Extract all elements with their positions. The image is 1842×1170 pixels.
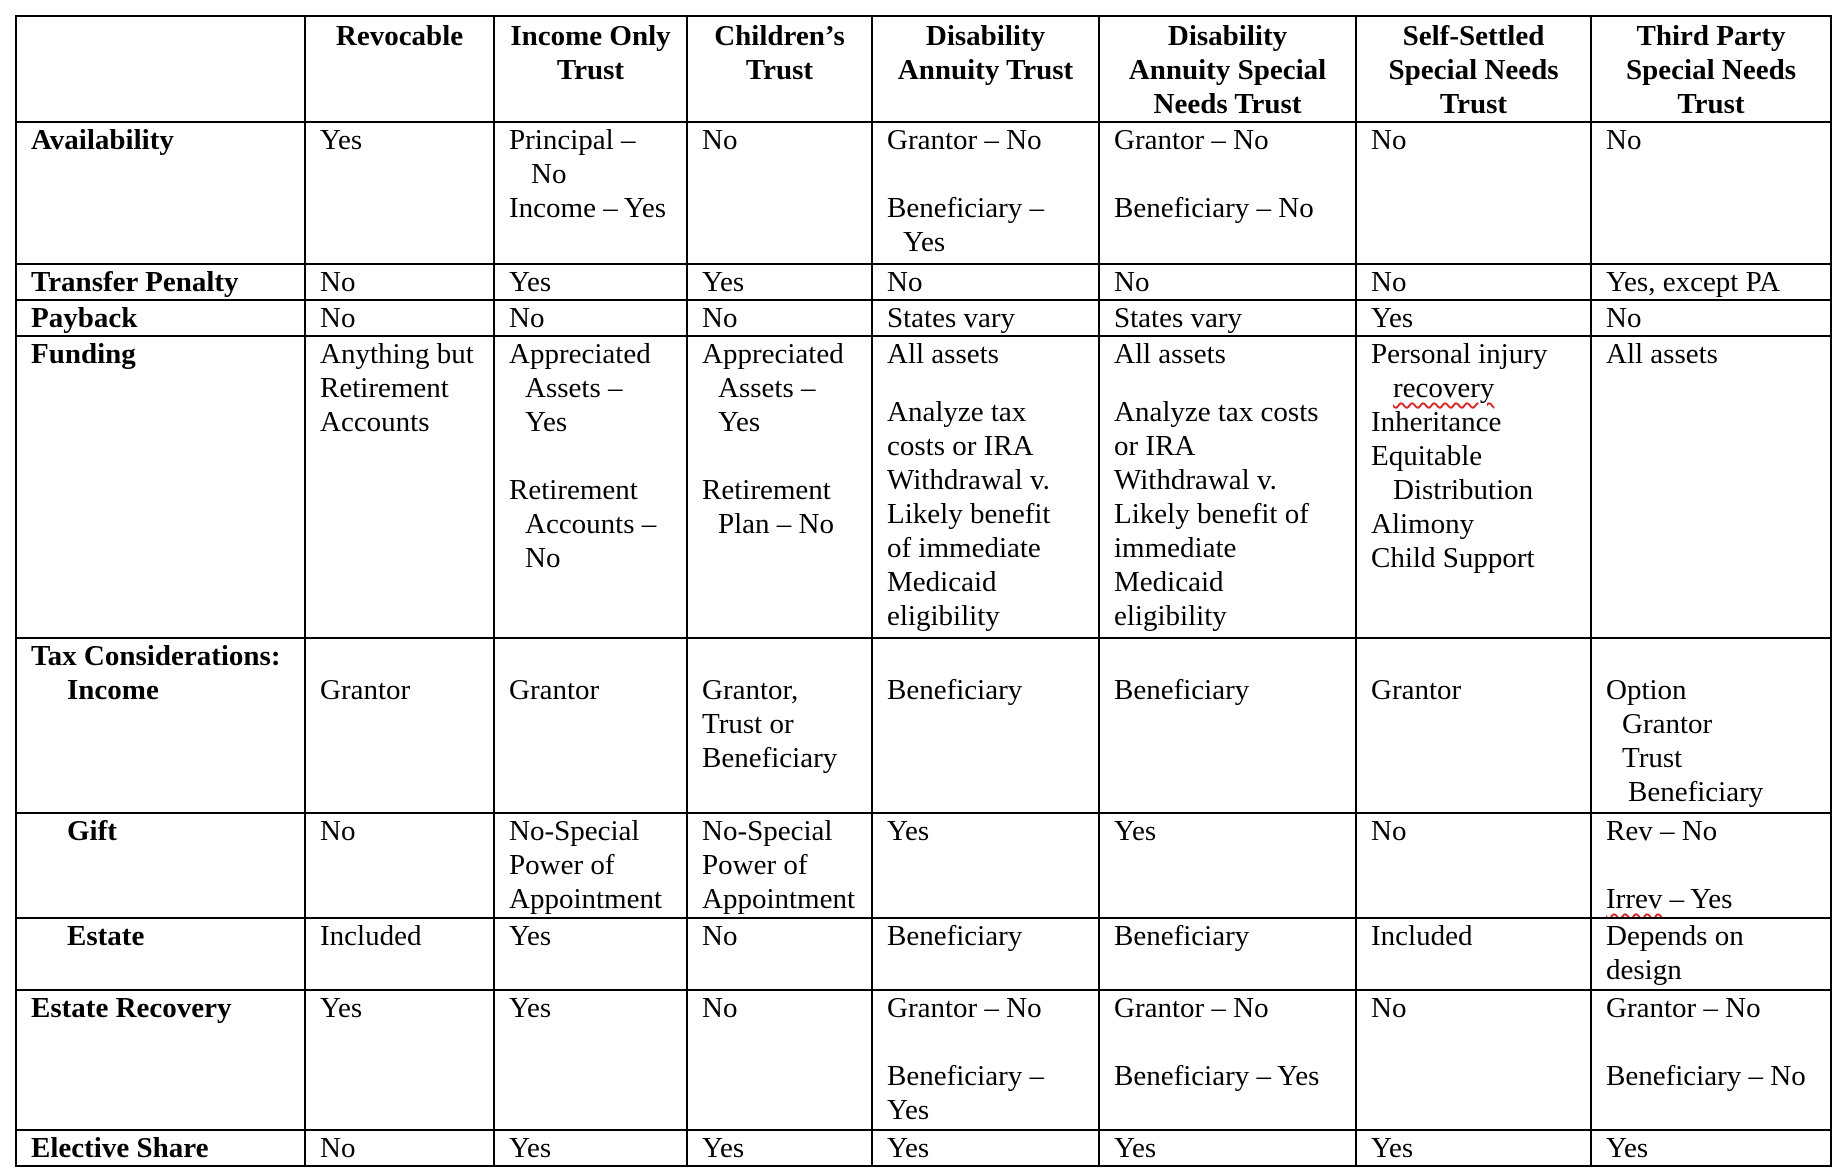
cell-spacer <box>1114 157 1349 191</box>
column-header-line: Revocable <box>335 20 464 52</box>
cell-payback: States vary <box>872 300 1099 336</box>
column-header-line: Special Needs <box>1388 54 1559 86</box>
cell-spacer <box>509 439 680 473</box>
column-header-line: Children’s <box>714 20 845 52</box>
cell-line: Depends on <box>1606 920 1744 952</box>
column-header-line: Trust <box>1439 88 1508 120</box>
cell-line: Grantor – No <box>887 124 1042 156</box>
cell-transfer-penalty: Yes, except PA <box>1591 264 1831 300</box>
cell-estate-childrens: No <box>687 918 872 990</box>
cell-line: Appointment <box>509 883 663 915</box>
cell-line: Grantor <box>320 674 411 706</box>
column-header-line: Self-Settled <box>1402 20 1545 52</box>
cell-funding-third-party: All assets <box>1591 336 1831 638</box>
cell-spacer <box>1114 639 1349 673</box>
cell-line <box>1606 882 1824 916</box>
cell-line: Trust or <box>702 708 794 740</box>
row-elective-share <box>16 1130 1831 1166</box>
column-header-line: Disability <box>925 20 1046 52</box>
cell-tax-income-income-only <box>494 638 687 813</box>
cell-payback: No <box>687 300 872 336</box>
cell-funding-self-settled <box>1356 336 1591 638</box>
cell-line: Yes <box>718 406 761 438</box>
column-header-self-settled-snt <box>1356 16 1591 122</box>
cell-line: eligibility <box>1114 600 1227 632</box>
row-tax-gift <box>16 813 1831 918</box>
column-header-income-only-trust <box>494 16 687 122</box>
cell-line: Yes <box>887 1094 930 1126</box>
cell-line: costs or IRA <box>887 430 1034 462</box>
cell-estate-disability-snt: Beneficiary <box>1099 918 1356 990</box>
row-label-estate: Estate <box>16 918 305 990</box>
cell-spacer <box>1606 1025 1824 1059</box>
cell-spacer <box>887 371 1092 395</box>
cell-transfer-penalty: No <box>1356 264 1591 300</box>
cell-line: Yes <box>903 226 946 258</box>
column-header-disability-annuity-trust <box>872 16 1099 122</box>
cell-line: Withdrawal v. <box>1114 464 1277 496</box>
cell-availability-disability <box>872 122 1099 264</box>
cell-elective-share: Yes <box>1099 1130 1356 1166</box>
cell-availability-revocable: Yes <box>305 122 494 264</box>
cell-line: Grantor <box>509 674 600 706</box>
cell-line: Equitable <box>1371 440 1483 472</box>
trust-comparison-table-wrapper <box>15 15 1832 1167</box>
cell-elective-share: Yes <box>1591 1130 1831 1166</box>
cell-payback: No <box>305 300 494 336</box>
cell-funding-income-only <box>494 336 687 638</box>
cell-line: Alimony <box>1371 508 1475 540</box>
cell-line: Beneficiary <box>887 674 1023 706</box>
cell-transfer-penalty: Yes <box>687 264 872 300</box>
cell-line: Beneficiary – <box>887 192 1045 224</box>
cell-funding-disability-snt <box>1099 336 1356 638</box>
cell-transfer-penalty: No <box>872 264 1099 300</box>
cell-line: Likely benefit <box>887 498 1051 530</box>
cell-line: Assets – <box>525 372 623 404</box>
cell-line: Option <box>1606 674 1687 706</box>
cell-gift-disability-snt: Yes <box>1099 813 1356 918</box>
column-header-line: Trust <box>556 54 625 86</box>
column-header-disability-annuity-snt <box>1099 16 1356 122</box>
cell-estate-self-settled: Included <box>1356 918 1591 990</box>
cell-estate-recovery-third-party <box>1591 990 1831 1130</box>
row-label-income: Income <box>67 674 159 706</box>
cell-spacer <box>1114 371 1349 395</box>
cell-tax-income-third-party <box>1591 638 1831 813</box>
row-availability <box>16 122 1831 264</box>
cell-line: All assets <box>887 338 999 370</box>
cell-estate-recovery-income-only: Yes <box>494 990 687 1130</box>
cell-line: Inheritance <box>1371 406 1502 438</box>
cell-line: Grantor – No <box>1114 992 1269 1024</box>
cell-line: Beneficiary – <box>887 1060 1045 1092</box>
column-header-revocable <box>305 16 494 122</box>
cell-line: Withdrawal v. <box>887 464 1050 496</box>
row-tax-income <box>16 638 1831 813</box>
cell-gift-disability: Yes <box>872 813 1099 918</box>
cell-estate-recovery-disability <box>872 990 1099 1130</box>
cell-line: Appreciated <box>509 338 651 370</box>
cell-estate-revocable: Included <box>305 918 494 990</box>
cell-availability-third-party: No <box>1591 122 1831 264</box>
cell-line: Beneficiary – No <box>1114 192 1314 224</box>
cell-line: Yes <box>525 406 568 438</box>
cell-text: – Yes <box>1662 883 1733 915</box>
column-header-line: Annuity Special <box>1128 54 1327 86</box>
cell-line: Assets – <box>718 372 816 404</box>
row-label-tax-considerations: Tax Considerations: <box>31 640 281 672</box>
cell-tax-income-disability-snt <box>1099 638 1356 813</box>
cell-line: design <box>1606 954 1682 986</box>
cell-line: Anything but <box>320 338 474 370</box>
trust-comparison-table <box>15 15 1832 1167</box>
row-label-tax-income <box>16 638 305 813</box>
cell-line: Analyze tax <box>887 396 1027 428</box>
cell-line: No-Special <box>509 815 640 847</box>
row-funding <box>16 336 1831 638</box>
row-label-funding: Funding <box>16 336 305 638</box>
cell-line: Beneficiary <box>1628 776 1764 808</box>
cell-elective-share: Yes <box>687 1130 872 1166</box>
header-corner-cell <box>16 16 305 122</box>
cell-tax-income-revocable <box>305 638 494 813</box>
cell-line: Distribution <box>1393 474 1534 506</box>
cell-spacer <box>320 639 487 673</box>
cell-gift-third-party <box>1591 813 1831 918</box>
row-label-payback: Payback <box>16 300 305 336</box>
cell-line: of immediate <box>887 532 1041 564</box>
row-label-estate-recovery: Estate Recovery <box>16 990 305 1130</box>
cell-line: No <box>525 542 561 574</box>
cell-line: Child Support <box>1371 542 1535 574</box>
cell-spacer <box>887 639 1092 673</box>
cell-tax-income-self-settled <box>1356 638 1591 813</box>
cell-spacer <box>702 439 865 473</box>
cell-spacer <box>1606 848 1824 882</box>
cell-gift-childrens <box>687 813 872 918</box>
cell-gift-self-settled: No <box>1356 813 1591 918</box>
cell-availability-self-settled: No <box>1356 122 1591 264</box>
cell-line: Retirement <box>320 372 449 404</box>
cell-line: Retirement <box>509 474 638 506</box>
cell-availability-childrens: No <box>687 122 872 264</box>
row-label-transfer-penalty: Transfer Penalty <box>16 264 305 300</box>
cell-tax-income-disability <box>872 638 1099 813</box>
cell-line <box>1371 371 1584 405</box>
cell-line: Grantor – No <box>1606 992 1761 1024</box>
cell-elective-share: Yes <box>872 1130 1099 1166</box>
cell-availability-disability-snt <box>1099 122 1356 264</box>
cell-funding-revocable <box>305 336 494 638</box>
cell-estate-recovery-revocable: Yes <box>305 990 494 1130</box>
cell-spacer <box>1371 639 1584 673</box>
cell-spacer <box>702 639 865 673</box>
cell-line: Appreciated <box>702 338 844 370</box>
cell-line: Accounts <box>320 406 430 438</box>
cell-line: Power of <box>509 849 615 881</box>
cell-gift-revocable: No <box>305 813 494 918</box>
column-header-line: Trust <box>745 54 814 86</box>
cell-estate-recovery-childrens: No <box>687 990 872 1130</box>
cell-elective-share: No <box>305 1130 494 1166</box>
spellcheck-underlined-word: recovery <box>1393 372 1495 404</box>
cell-line: All assets <box>1114 338 1226 370</box>
cell-payback: Yes <box>1356 300 1591 336</box>
cell-line: Principal – <box>509 124 636 156</box>
cell-line: Grantor – No <box>887 992 1042 1024</box>
cell-transfer-penalty: No <box>305 264 494 300</box>
cell-spacer <box>1606 639 1824 673</box>
cell-line: Rev – No <box>1606 815 1718 847</box>
cell-line: Grantor <box>1371 674 1462 706</box>
cell-line: Likely benefit of <box>1114 498 1309 530</box>
cell-estate-recovery-disability-snt <box>1099 990 1356 1130</box>
column-header-line: Trust <box>1677 88 1745 120</box>
cell-gift-income-only <box>494 813 687 918</box>
cell-line: Beneficiary <box>1114 674 1250 706</box>
cell-line: No-Special <box>702 815 833 847</box>
cell-line: Appointment <box>702 883 856 915</box>
cell-transfer-penalty: Yes <box>494 264 687 300</box>
cell-payback: No <box>494 300 687 336</box>
cell-spacer <box>887 157 1092 191</box>
cell-line: Grantor, <box>702 674 799 706</box>
column-header-line: Special Needs <box>1626 54 1796 86</box>
cell-elective-share: Yes <box>1356 1130 1591 1166</box>
cell-spacer <box>509 639 680 673</box>
cell-line: Income – Yes <box>509 192 667 224</box>
cell-elective-share: Yes <box>494 1130 687 1166</box>
cell-line: Grantor <box>1622 708 1713 740</box>
cell-line: Grantor – No <box>1114 124 1269 156</box>
row-transfer-penalty <box>16 264 1831 300</box>
cell-availability-income-only <box>494 122 687 264</box>
cell-line: No <box>531 158 567 190</box>
row-payback <box>16 300 1831 336</box>
column-header-third-party-snt <box>1591 16 1831 122</box>
cell-line: Personal injury <box>1371 338 1548 370</box>
column-header-line: Needs Trust <box>1153 88 1302 120</box>
cell-line: Power of <box>702 849 808 881</box>
cell-line: Trust <box>1622 742 1683 774</box>
cell-funding-disability <box>872 336 1099 638</box>
cell-line: Analyze tax costs <box>1114 396 1319 428</box>
cell-line: Beneficiary – Yes <box>1114 1060 1320 1092</box>
cell-line: Medicaid <box>1114 566 1224 598</box>
cell-spacer <box>1114 1025 1349 1059</box>
cell-line: Medicaid <box>887 566 997 598</box>
column-header-line: Annuity Trust <box>897 54 1074 86</box>
column-header-line: Income Only <box>510 20 671 52</box>
spellcheck-underlined-word: Irrev <box>1606 883 1663 915</box>
cell-estate-third-party <box>1591 918 1831 990</box>
cell-line: Beneficiary – No <box>1606 1060 1806 1092</box>
cell-line: Beneficiary <box>702 742 838 774</box>
cell-line: eligibility <box>887 600 1000 632</box>
row-label-availability: Availability <box>16 122 305 264</box>
column-header-line: Disability <box>1167 20 1288 52</box>
row-label-gift: Gift <box>16 813 305 918</box>
cell-payback: States vary <box>1099 300 1356 336</box>
cell-line: Plan – No <box>718 508 834 540</box>
column-header-childrens-trust <box>687 16 872 122</box>
cell-line: immediate <box>1114 532 1237 564</box>
cell-estate-disability: Beneficiary <box>872 918 1099 990</box>
row-estate-recovery <box>16 990 1831 1130</box>
cell-estate-recovery-self-settled: No <box>1356 990 1591 1130</box>
cell-transfer-penalty: No <box>1099 264 1356 300</box>
row-tax-estate <box>16 918 1831 990</box>
row-label-elective-share: Elective Share <box>16 1130 305 1166</box>
cell-line: Retirement <box>702 474 831 506</box>
cell-tax-income-childrens <box>687 638 872 813</box>
cell-spacer <box>887 1025 1092 1059</box>
cell-funding-childrens <box>687 336 872 638</box>
column-header-line: Third Party <box>1636 20 1786 52</box>
header-row <box>16 16 1831 122</box>
cell-line: or IRA <box>1114 430 1196 462</box>
cell-payback: No <box>1591 300 1831 336</box>
cell-line: Accounts – <box>525 508 657 540</box>
cell-estate-income-only: Yes <box>494 918 687 990</box>
